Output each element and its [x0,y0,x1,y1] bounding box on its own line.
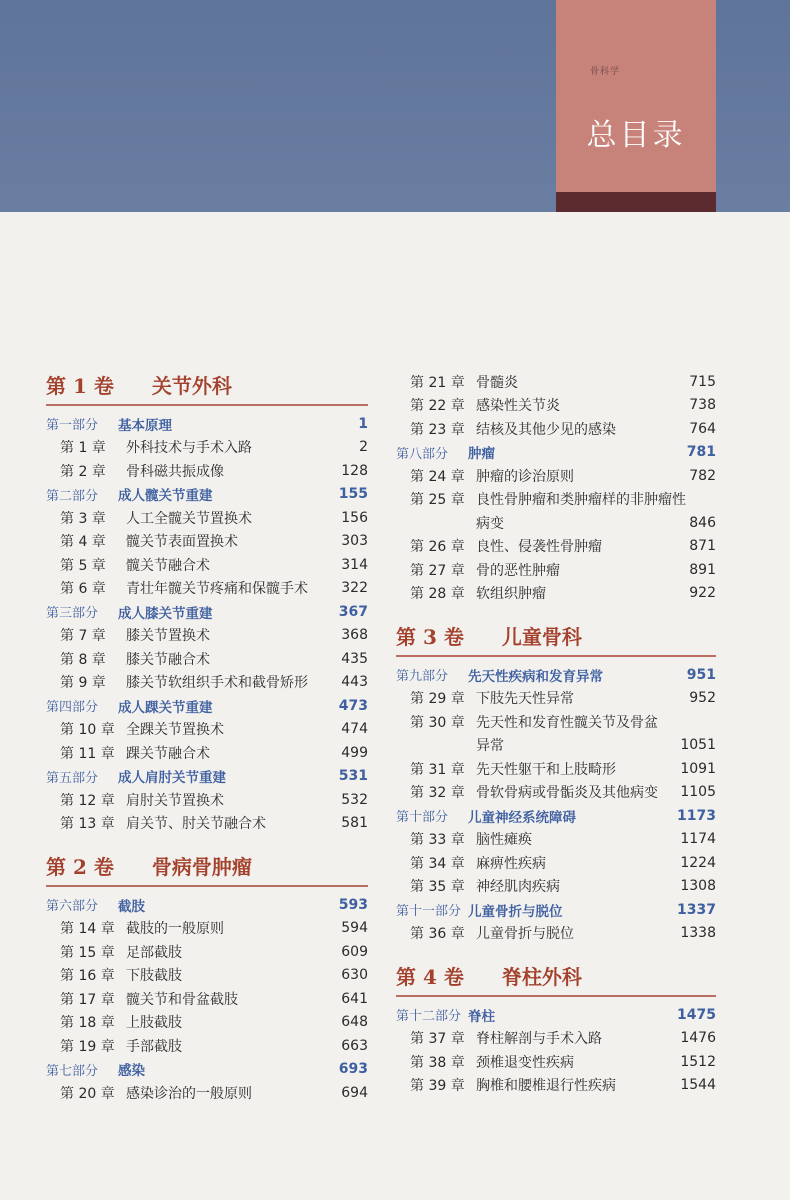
toc-chapter-row[interactable] [396,1074,716,1098]
part-title: 儿童骨折与脱位 [468,903,563,920]
part-number: 第九部分 [396,669,449,685]
chapter-title: 异常 [476,738,504,755]
chapter-number: 第 5 章 [60,557,106,574]
toc-part-row[interactable] [396,1003,716,1027]
toc-part-row[interactable] [396,898,716,922]
volume-heading [396,961,716,995]
chapter-number: 第 34 章 [410,855,465,872]
toc-chapter-row[interactable] [46,506,368,530]
chapter-title: 青壮年髋关节疼痛和保髋手术 [126,581,308,598]
chapter-number: 第 14 章 [60,921,115,938]
part-number: 第八部分 [396,446,449,462]
volume-heading [46,851,368,885]
part-title: 基本原理 [118,417,172,434]
toc-part-row[interactable] [396,441,716,465]
toc-chapter-row[interactable] [396,1027,716,1051]
toc-chapter-row[interactable] [46,812,368,836]
chapter-title: 先天性和发育性髋关节及骨盆 [476,714,658,731]
chapter-title: 踝关节融合术 [126,745,210,762]
page-number: 1475 [677,1006,716,1023]
volume-title: 脊柱外科 [501,965,582,989]
toc-chapter-row[interactable] [396,710,716,734]
chapter-number: 第 26 章 [410,539,465,556]
volume-number: 第 3 卷 [396,625,464,649]
toc-part-row[interactable] [396,804,716,828]
chapter-number: 第 4 章 [60,534,106,551]
toc-chapter-row[interactable] [46,1034,368,1058]
page-number: 846 [689,514,716,531]
chapter-title: 截肢的一般原则 [126,921,224,938]
page-number: 693 [338,1061,368,1078]
page-number: 738 [689,397,716,414]
toc-chapter-row[interactable] [46,671,368,695]
toc-chapter-row[interactable] [396,417,716,441]
toc-chapter-row[interactable] [396,851,716,875]
page-number: 1224 [680,854,716,871]
chapter-number: 第 36 章 [410,926,465,943]
page-number: 1308 [680,878,716,895]
toc-part-row[interactable] [46,893,368,917]
toc-part-row[interactable] [46,765,368,789]
toc-chapter-row[interactable] [396,922,716,946]
chapter-title: 病变 [476,515,504,532]
chapter-title: 髋关节表面置换术 [126,534,238,551]
page-number: 1174 [680,831,716,848]
page-number: 322 [341,580,368,597]
page-number: 1476 [680,1030,716,1047]
page-number: 443 [341,674,368,691]
toc-part-row[interactable] [46,1058,368,1082]
chapter-title: 麻痹性疾病 [476,855,546,872]
toc-chapter-row[interactable] [396,687,716,711]
toc-chapter-row[interactable] [46,718,368,742]
part-title: 成人踝关节重建 [118,699,213,716]
part-number: 第四部分 [46,700,99,716]
chapter-number: 第 21 章 [410,374,465,391]
chapter-title: 全踝关节置换术 [126,722,224,739]
page-number: 473 [338,697,368,714]
chapter-number: 第 25 章 [410,492,465,509]
chapter-number: 第 32 章 [410,785,465,802]
chapter-number: 第 19 章 [60,1038,115,1055]
toc-left-column [46,370,368,1105]
volume-number: 第 2 卷 [46,855,114,879]
chapter-number: 第 1 章 [60,440,106,457]
part-number: 第一部分 [46,418,99,434]
volume-title: 关节外科 [151,374,232,398]
toc-chapter-row[interactable] [46,577,368,601]
chapter-number: 第 10 章 [60,722,115,739]
toc-chapter-row[interactable] [396,464,716,488]
page-number: 1337 [677,901,716,918]
part-number: 第十一部分 [396,904,462,920]
chapter-number: 第 39 章 [410,1078,465,1095]
part-title: 脊柱 [468,1008,495,1025]
volume-divider [46,404,368,406]
chapter-number: 第 18 章 [60,1015,115,1032]
chapter-title: 结核及其他少见的感染 [476,421,616,438]
page-number: 694 [341,1084,368,1101]
chapter-title: 骨软骨病或骨骺炎及其他病变 [476,785,658,802]
volume-title: 儿童骨科 [501,625,582,649]
part-number: 第二部分 [46,488,99,504]
page-number: 499 [341,744,368,761]
chapter-title: 上肢截肢 [126,1015,182,1032]
chapter-title: 软组织肿瘤 [476,586,546,603]
chapter-number: 第 8 章 [60,651,106,668]
chapter-title: 髋关节融合术 [126,557,210,574]
toc-chapter-row[interactable] [46,987,368,1011]
toc-chapter-row[interactable] [396,1050,716,1074]
toc-chapter-row[interactable] [46,647,368,671]
volume-number: 第 4 卷 [396,965,464,989]
chapter-title: 骨的恶性肿瘤 [476,562,560,579]
page-number: 922 [689,585,716,602]
toc-chapter-continuation[interactable] [396,734,716,758]
part-title: 成人髋关节重建 [118,488,213,505]
chapter-number: 第 13 章 [60,816,115,833]
chapter-title: 神经肌肉疾病 [476,879,560,896]
page-number: 782 [689,467,716,484]
chapter-number: 第 23 章 [410,421,465,438]
page-number: 764 [689,420,716,437]
spacer [396,945,716,961]
page-number: 952 [689,690,716,707]
page-number: 715 [689,373,716,390]
chapter-number: 第 15 章 [60,944,115,961]
chapter-title: 肩肘关节置换术 [126,792,224,809]
volume-heading [46,370,368,404]
chapter-title: 骨科磁共振成像 [126,463,224,480]
toc-chapter-row[interactable] [46,624,368,648]
page-number: 435 [341,650,368,667]
toc-chapter-row[interactable] [396,394,716,418]
chapter-number: 第 7 章 [60,628,106,645]
chapter-title: 骨髓炎 [476,374,518,391]
chapter-number: 第 33 章 [410,832,465,849]
page-number: 641 [341,990,368,1007]
chapter-title: 儿童骨折与脱位 [476,926,574,943]
page-number: 1091 [680,760,716,777]
chapter-number: 第 27 章 [410,562,465,579]
page-number: 951 [686,666,716,683]
part-title: 成人肩肘关节重建 [118,770,226,787]
chapter-number: 第 12 章 [60,792,115,809]
page-number: 1173 [677,807,716,824]
part-number: 第七部分 [46,1063,99,1079]
toc-chapter-row[interactable] [46,964,368,988]
page-number: 128 [341,462,368,479]
toc-chapter-row[interactable] [396,370,716,394]
chapter-title: 良性骨肿瘤和类肿瘤样的非肿瘤性 [476,492,686,509]
page-number: 1 [358,415,368,432]
part-number: 第六部分 [46,899,99,915]
page-number: 648 [341,1014,368,1031]
page-number: 532 [341,791,368,808]
toc-part-row[interactable] [46,483,368,507]
toc-chapter-row[interactable] [46,1011,368,1035]
toc-chapter-row[interactable] [46,741,368,765]
chapter-number: 第 16 章 [60,968,115,985]
toc-chapter-row[interactable] [46,1081,368,1105]
part-number: 第三部分 [46,606,99,622]
chapter-number: 第 38 章 [410,1054,465,1071]
chapter-number: 第 35 章 [410,879,465,896]
toc-right-column [396,370,716,1097]
page-number: 367 [338,603,368,620]
chapter-number: 第 22 章 [410,398,465,415]
page-number: 781 [686,444,716,461]
chapter-title: 人工全髋关节置换术 [126,510,252,527]
part-title: 截肢 [118,898,145,915]
page-number: 663 [341,1037,368,1054]
chapter-title: 下肢先天性异常 [476,691,574,708]
toc-chapter-row[interactable] [46,459,368,483]
chapter-title: 膝关节软组织手术和截骨矫形 [126,675,308,692]
chapter-title: 良性、侵袭性骨肿瘤 [476,539,602,556]
chapter-title: 髋关节和骨盆截肢 [126,991,238,1008]
chapter-number: 第 17 章 [60,991,115,1008]
page-number: 474 [341,721,368,738]
chapter-number: 第 30 章 [410,714,465,731]
part-title: 感染 [118,1063,145,1080]
chapter-number: 第 20 章 [60,1085,115,1102]
toc-part-row[interactable] [46,600,368,624]
part-number: 第十二部分 [396,1009,462,1025]
chapter-title: 颈椎退变性疾病 [476,1054,574,1071]
chapter-title: 肿瘤的诊治原则 [476,468,574,485]
chapter-number: 第 29 章 [410,691,465,708]
volume-divider [46,885,368,887]
toc-chapter-row[interactable] [396,757,716,781]
chapter-number: 第 2 章 [60,463,106,480]
chapter-title: 下肢截肢 [126,968,182,985]
part-number: 第五部分 [46,770,99,786]
page-number: 314 [341,556,368,573]
part-title: 先天性疾病和发育异常 [468,668,603,685]
toc-chapter-row[interactable] [396,582,716,606]
title-accent-bar [556,192,716,212]
page-number: 1512 [680,1053,716,1070]
chapter-title: 膝关节融合术 [126,651,210,668]
chapter-title: 肩关节、肘关节融合术 [126,816,266,833]
chapter-title: 感染诊治的一般原则 [126,1085,252,1102]
chapter-number: 第 31 章 [410,761,465,778]
toc-chapter-continuation[interactable] [396,511,716,535]
page-number: 368 [341,627,368,644]
chapter-number: 第 37 章 [410,1031,465,1048]
chapter-title: 先天性躯干和上肢畸形 [476,761,616,778]
toc-chapter-row[interactable] [46,530,368,554]
toc-part-row[interactable] [46,694,368,718]
toc-chapter-row[interactable] [396,488,716,512]
part-title: 肿瘤 [468,446,495,463]
page-number: 531 [338,768,368,785]
spacer [46,835,368,851]
page-number: 303 [341,533,368,550]
chapter-number: 第 24 章 [410,468,465,485]
volume-heading [396,621,716,655]
chapter-number: 第 28 章 [410,586,465,603]
page-number: 155 [338,486,368,503]
chapter-title: 脊柱解剖与手术入路 [476,1031,602,1048]
chapter-title: 感染性关节炎 [476,398,560,415]
volume-title: 骨病骨肿瘤 [151,855,252,879]
page-number: 593 [338,896,368,913]
page-number: 156 [341,509,368,526]
chapter-number: 第 9 章 [60,675,106,692]
page-number: 1105 [680,784,716,801]
page-number: 891 [689,561,716,578]
chapter-number: 第 6 章 [60,581,106,598]
toc-chapter-row[interactable] [396,781,716,805]
toc-part-row[interactable] [396,663,716,687]
chapter-title: 脑性瘫痪 [476,832,532,849]
volume-divider [396,655,716,657]
chapter-title: 足部截肢 [126,944,182,961]
page-number: 581 [341,815,368,832]
toc-chapter-row[interactable] [46,436,368,460]
part-title: 成人膝关节重建 [118,605,213,622]
volume-divider [396,995,716,997]
spacer [396,605,716,621]
page-number: 871 [689,538,716,555]
toc-chapter-row[interactable] [396,558,716,582]
chapter-title: 手部截肢 [126,1038,182,1055]
page-number: 1051 [680,737,716,754]
part-title: 儿童神经系统障碍 [468,809,576,826]
part-number: 第十部分 [396,810,449,826]
page-number: 594 [341,920,368,937]
page-number: 609 [341,943,368,960]
page-number: 1544 [680,1077,716,1094]
toc-chapter-row[interactable] [46,788,368,812]
chapter-title: 膝关节置换术 [126,628,210,645]
toc-part-row[interactable] [46,412,368,436]
toc-chapter-row[interactable] [46,940,368,964]
page-number: 1338 [680,925,716,942]
title-block [556,0,716,212]
toc-chapter-row[interactable] [46,553,368,577]
chapter-title: 外科技术与手术入路 [126,440,252,457]
toc-chapter-row[interactable] [396,828,716,852]
chapter-number: 第 3 章 [60,510,106,527]
volume-number: 第 1 卷 [46,374,114,398]
chapter-title: 胸椎和腰椎退行性疾病 [476,1078,616,1095]
toc-chapter-row[interactable] [396,875,716,899]
toc-chapter-row[interactable] [46,917,368,941]
toc-chapter-row[interactable] [396,535,716,559]
page-number: 630 [341,967,368,984]
page-number: 2 [359,439,368,456]
series-text: 骨科学 [590,67,621,77]
chapter-number: 第 11 章 [60,745,115,762]
page-title: 总目录 [586,118,686,153]
